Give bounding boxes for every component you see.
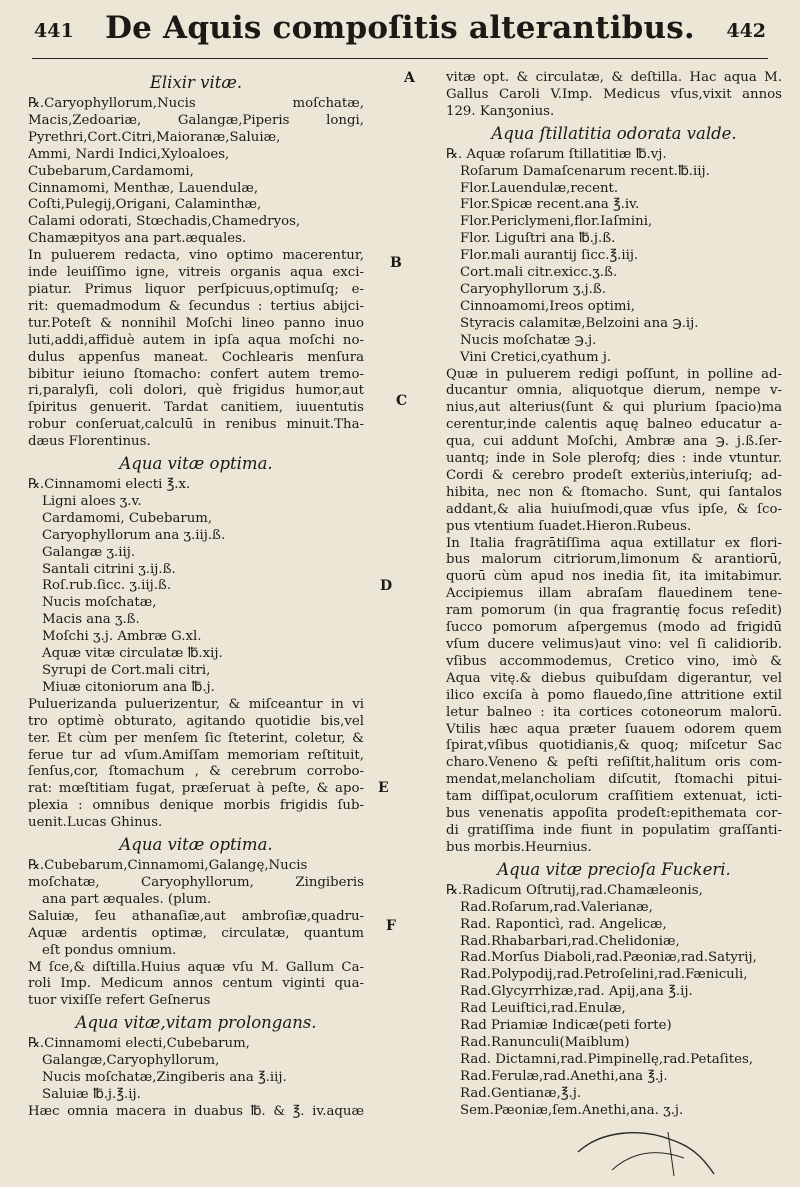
text-line: vſibus accommodemus, Cretico vino, imò & (446, 653, 782, 669)
section-heading: Aqua vitæ,vitam prolongans. (75, 1013, 317, 1033)
text-line: dulus appenſus maneat. Cochlearis menſura (28, 349, 364, 365)
text-line: Flor.mali aurantij ſicc.℥.iij. (460, 248, 639, 264)
text-line: tur.Poteſt & nonnihil Moſchi lineo panno inuo (28, 315, 364, 331)
text-line: bus malorum citriorum,limonum & arantiorū, (446, 552, 782, 568)
text-line: quorū cùm apud nos inedia ſit, ita imitabimur. (446, 569, 782, 585)
text-line: Aqua vitę.& diebus quibuſdam digerantur, vel (446, 670, 782, 686)
section-heading: Aqua vitæ optima. (119, 835, 273, 855)
text-line: Roſarum Damaſcenarum recent.℔.iij. (460, 163, 710, 179)
text-line: Chamæpityos ana part.æquales. (28, 231, 247, 247)
text-line: Rad.Roſarum,rad.Valerianæ, (460, 899, 653, 915)
text-line: vitæ opt. & circulatæ, & deſtilla. Hac aqua M. (446, 70, 782, 85)
margin-letter: F (386, 918, 396, 934)
text-line: M ſce,& diſtilla.Huius aquæ vſu M. Gallum Ca- (28, 959, 364, 975)
text-line: Vtilis hæc aqua præter ſuauem odorem quem (446, 721, 782, 737)
text-line: Rad.Rhabarbari,rad.Chelidoniæ, (460, 933, 680, 949)
text-line: Cinnamomi, Menthæ, Lauendulæ, (28, 180, 259, 196)
text-line: ℞.Cubebarum,Cinnamomi,Galangę,Nucis (28, 858, 308, 874)
text-line: ℞.Cinnamomi electi,Cubebarum, (28, 1036, 250, 1052)
text-line: Ammi, Nardi Indici,Xyloaloes, (28, 146, 230, 162)
section-heading: Elixir vitæ. (149, 73, 243, 92)
text-line: ter. Et cùm per menſem ſic ſteterint, coletur, & (28, 730, 364, 746)
running-title: De Aquis compoſitis alterantibus. (105, 10, 695, 46)
text-line: ſpiritus genuerit. Tardat canitiem, iuuentutis (28, 400, 364, 416)
text-line: eſt pondus omnium. (42, 942, 177, 958)
text-line: di gratiſſima inde fiunt in populatim graſſanti- (446, 822, 782, 838)
text-line: Rad Priamiæ Indicæ(peti forte) (460, 1018, 672, 1034)
right-column (446, 70, 782, 1119)
text-line: ram pomorum (in qua fragrantię focus reſedit) (446, 603, 782, 619)
text-line: ilico exciſa à pomo flauedo,ſine attritione extil (446, 687, 782, 703)
text-line: ſenſus,cor, ſtomachum , & cerebrum corrobo- (28, 764, 364, 780)
margin-gutter (376, 70, 440, 1070)
text-line: vſum ducere velimus)aut vino: vel ſi calidiorib. (446, 637, 782, 652)
text-line: Puluerizanda puluerizentur, & miſceantur in vi (28, 696, 364, 712)
text-line: Rad.Ferulæ,rad.Anethi,ana ℥.j. (460, 1068, 668, 1084)
text-line: ℞.Radicum Oſtrutij,rad.Chamæleonis, (446, 882, 703, 898)
text-line: piatur. Primus liquor perſpicuus,optimuſq; e- (28, 281, 364, 297)
text-line: 129. Kanʒonius. (446, 103, 555, 119)
text-line: Roſ.rub.ſicc. ʒ.iij.ß. (42, 578, 172, 594)
text-line: ana part æquales. (plum. (42, 891, 212, 907)
section-heading: Aqua ſtillatitia odorata valde. (491, 123, 737, 143)
text-line: Cinnoamomi,Ireos optimi, (460, 298, 635, 314)
margin-letter: B (390, 255, 402, 271)
text-line: addant,& alia huiuſmodi,quæ vſus ipſe, & ſco- (446, 501, 782, 517)
page-header (28, 8, 772, 62)
text-line: Rad. Raponticì, rad. Angelicæ, (460, 916, 667, 932)
section-heading: Aqua vitæ precioſa Fuckeri. (497, 859, 731, 879)
text-line: Saluiæ ℔.j.℥.ij. (42, 1086, 141, 1102)
text-line: Macis ana ʒ.ß. (42, 612, 140, 628)
text-line: robur conſeruat,calculū in renibus minuit.Tha- (28, 417, 364, 433)
text-line: Pyrethri,Cort.Citri,Maioranæ,Saluiæ, (28, 129, 281, 145)
text-line: Macis,Zedoariæ, Galangæ,Piperis longi, (28, 112, 364, 128)
text-line: Nucis moſchatæ, (42, 595, 157, 611)
text-line: moſchatæ, Caryophyllorum, Zingiberis (28, 874, 364, 890)
text-line: qua, cui addunt Moſchi, Ambræ ana ℈. j.ß.ſer- (446, 434, 782, 450)
text-line: bus venenatis appoſita prodeſt:epithemata cor- (446, 806, 782, 822)
text-line: Aquæ ardentis optimæ, circulatæ, quantum (28, 925, 364, 941)
text-line: tuor vixiſſe refert Geſnerus (28, 993, 211, 1009)
text-line: Nucis moſchatæ,Zingiberis ana ℥.iij. (42, 1070, 287, 1086)
text-line: Saluiæ, ſeu athanaſiæ,aut ambroſiæ,quadru- (28, 908, 364, 924)
text-line: Cardamomi, Cubebarum, (42, 510, 213, 526)
text-line: Rad. Dictamni,rad.Pimpinellę,rad.Petaſites, (460, 1051, 754, 1067)
text-line: Cordi & cerebro prodeſt exteriùs,interiuſq; ad- (446, 467, 782, 483)
text-line: Gallus Caroli V.Imp. Medicus vſus,vixit annos (446, 86, 782, 102)
text-line: pus vtentium ſuadet.Hieron.Rubeus. (446, 518, 692, 534)
text-line: Nucis moſchatæ ℈.j. (460, 332, 597, 348)
text-line: Coſti,Pulegij,Origani, Calaminthæ, (28, 197, 262, 213)
text-line: Cubebarum,Cardamomi, (28, 163, 194, 179)
ink-flourish (572, 1122, 722, 1178)
margin-letter: D (380, 578, 393, 594)
text-line: Styracis calamitæ,Belzoini ana ℈.ij. (460, 315, 699, 331)
text-line: ri,paralyſi, coli dolori, què frigidus humor,aut (28, 383, 364, 399)
text-line: Rad.Ranunculi(Maiblum) (460, 1034, 630, 1050)
text-line: ℞.Caryophyllorum,Nucis moſchatæ, (28, 96, 364, 111)
text-line: luti,addi,affiduè autem in ipſa aqua moſchi no- (28, 332, 364, 348)
margin-letter: E (378, 780, 389, 796)
text-line: ℞. Aquæ roſarum ſtillatitiæ ℔.vj. (446, 146, 667, 162)
text-line: nius,aut alterius(ſunt & qui plurium ſpacio)ma (446, 400, 782, 416)
text-line: Flor.Lauendulæ,recent. (460, 180, 619, 196)
text-line: Syrupi de Cort.mali citri, (42, 663, 211, 678)
text-line: tro optimè obturato, agitando quotidie bis,vel (28, 713, 364, 729)
text-line: Quæ in puluerem redigi poſſunt, in polline ad- (446, 366, 782, 382)
text-line: Rad.Morſus Diaboli,rad.Pæoniæ,rad.Satyrij, (460, 950, 757, 966)
text-line: ferue tur ad vſum.Amiſſam memoriam reſtituit, (28, 747, 364, 763)
text-line: charo.Veneno & peſti reſiſtit,halitum oris com- (446, 755, 782, 771)
text-line: mendat,melancholiam diſcutit, ſtomachi pitui- (446, 772, 782, 788)
text-line: ſucco pomorum aſpergemus (modo ad frigidū (446, 620, 782, 636)
text-line: Rad.Polypodij,rad.Petroſelini,rad.Fæniculi, (460, 967, 748, 983)
text-line: bus morbis.Heurnius. (446, 839, 592, 855)
text-line: bibitur ieiuno ſtomacho: confert autem tremo- (28, 366, 364, 382)
text-line: In Italia fragrātiſſima aqua extillatur ex flori- (446, 535, 782, 551)
text-line: Galangæ,Caryophyllorum, (42, 1053, 220, 1069)
text-line: tam diſſipat,oculorum craſſitiem extenuat, icti- (446, 789, 782, 805)
text-line: Cort.mali citr.exicc.ʒ.ß. (460, 265, 618, 281)
text-line: hibita, nec non & ſtomacho. Sunt, qui ſantalos (446, 484, 782, 500)
text-line: Galangæ ʒ.iij. (42, 544, 136, 560)
text-line: letur balneo : ita cortices cotoneorum malorū. (446, 704, 782, 720)
text-line: Flor.Spicæ recent.ana ℥.iv. (460, 197, 640, 213)
text-line: Rad.Glycyrrhizæ,rad. Apij,ana ℥.ij. (460, 984, 693, 1000)
text-line: Flor. Liguſtri ana ℔.j.ß. (460, 231, 616, 247)
text-line: ducantur omnia, aliquotque dierum, nempe v- (446, 383, 782, 399)
text-line: roli Imp. Medicum annos centum viginti qua- (28, 976, 364, 992)
text-line: plexia : omnibus denique morbis frigidis ſub- (28, 798, 364, 814)
text-line: rat: mœſtitiam fugat, præſeruat à peſte, & apo- (28, 781, 364, 797)
text-line: Hæc omnia macera in duabus ℔. & ℥. iv.aquæ (28, 1103, 364, 1119)
margin-letter: A (404, 70, 415, 86)
text-line: Flor.Periclymeni,flor.Iaſmini, (460, 214, 653, 230)
text-line: dæus Florentinus. (28, 434, 151, 450)
text-line: Vini Cretici,cyathum j. (460, 349, 612, 365)
text-line: Calami odorati, Stœchadis,Chamedryos, (28, 214, 301, 230)
header-rule (32, 58, 768, 59)
text-line: Miuæ citoniorum ana ℔.j. (42, 679, 215, 695)
text-line: Santali citrini ʒ.ij.ß. (42, 561, 176, 577)
page-number-right: 442 (726, 20, 766, 42)
text-line: ſpirat,vſibus quotidianis,& quoq; miſcetur Sac (446, 738, 782, 754)
text-line: Moſchi ʒ.j. Ambræ G.xl. (42, 629, 202, 645)
left-column (28, 70, 364, 1121)
text-line: cerentur,inde calentis aquę balneo educatur a- (446, 417, 782, 433)
text-line: Caryophyllorum ana ʒ.iij.ß. (42, 527, 226, 543)
text-line: Ligni aloes ʒ.v. (42, 493, 142, 509)
text-line: uenit.Lucas Ghinus. (28, 815, 163, 831)
text-line: Accipiemus illam abraſam flauedinem tene- (446, 586, 782, 602)
text-line: Rad Leuiſtici,rad.Enulæ, (460, 1001, 626, 1017)
text-line: ℞.Cinnamomi electi ℥.x. (28, 477, 191, 493)
text-line: Rad.Gentianæ,℥.j. (460, 1085, 582, 1101)
text-line: Caryophyllorum ʒ.j.ß. (460, 281, 607, 297)
text-line: rit: quemadmodum & ſecundus : tertius abijci- (28, 298, 364, 314)
text-line: Aquæ vitæ circulatæ ℔.xij. (42, 646, 223, 662)
page-number-left: 441 (34, 20, 74, 42)
text-line: inde leuiſſimo igne, vitreis organis aqua exci- (28, 265, 364, 281)
text-line: In puluerem redacta, vino optimo macerentur, (28, 248, 364, 264)
text-line: Sem.Pæoniæ,ſem.Anethi,ana. ʒ.j. (460, 1102, 684, 1118)
text-line: uantq; inde in Sole plerofq; dies : inde vtuntur. (446, 451, 782, 467)
margin-letter: C (396, 393, 408, 409)
section-heading: Aqua vitæ optima. (119, 454, 273, 474)
